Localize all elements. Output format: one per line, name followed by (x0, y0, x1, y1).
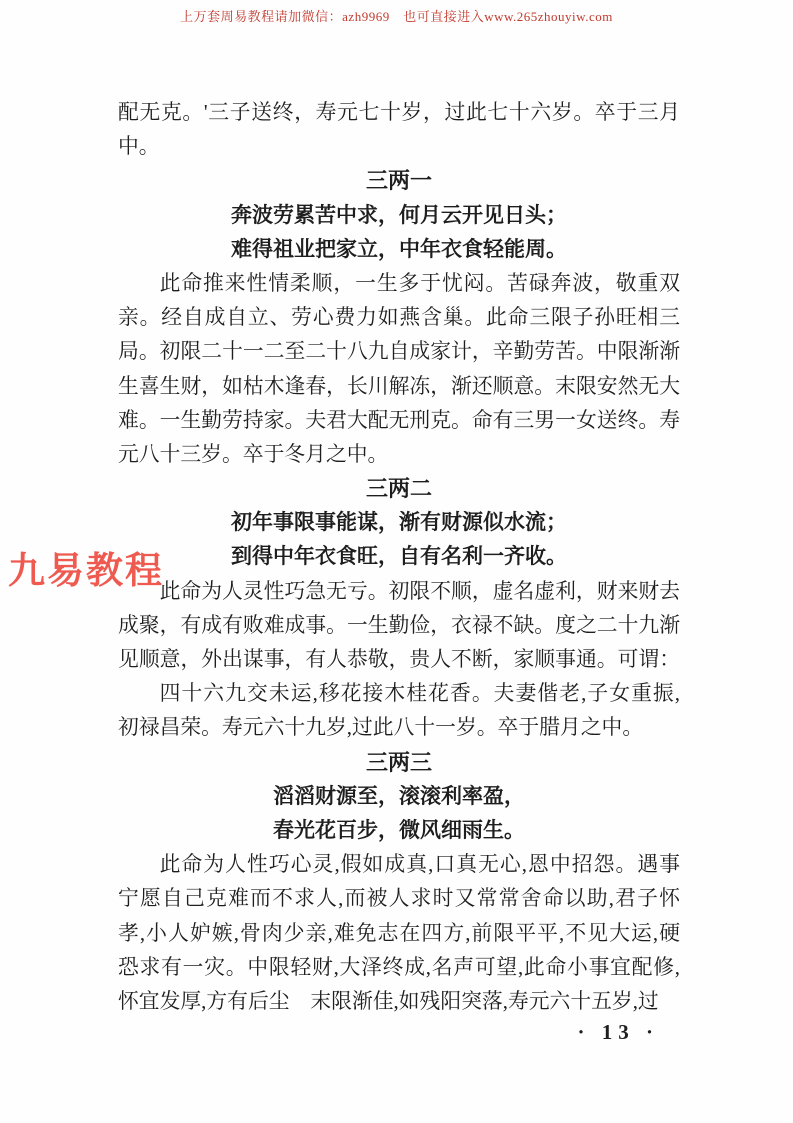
verse-line: 难得祖业把家立，中年衣食轻能周。 (231, 237, 567, 261)
body-text-line: 恐求有一灾。中限轻财,大泽终成,名声可望,此命小事宜配修, (118, 955, 680, 979)
body-text-line: 怀宜发厚,方有后尘 末限渐佳,如残阳突落,寿元六十五岁,过 (118, 989, 659, 1013)
body-text-line: 孝,小人妒嫉,骨肉少亲,难免志在四方,前限平平,不见大运,硬 (118, 921, 680, 945)
section-heading: 三两一 (365, 168, 432, 194)
body-text-line: 此命推来性情柔顺，一生多于忧闷。苦碌奔波，敬重双 (159, 271, 680, 295)
page-number: · 13 · (577, 1020, 659, 1044)
promo-header-text: 上万套周易教程请加微信：azh9969 也可直接进入www.265zhouyiw.com (180, 9, 613, 24)
body-text-line: 成聚，有成有败难成事。一生勤俭，衣禄不缺。度之二十九渐 (118, 613, 680, 637)
verse-line: 滔滔财源至，滚滚利率盈， (273, 784, 525, 808)
page-body (118, 96, 680, 1019)
body-text-line: 局。初限二十一二至二十八九自成家计，辛勤劳苦。中限渐渐 (118, 340, 680, 364)
verse-line: 春光花百步，微风细雨生。 (273, 818, 525, 842)
body-text-line: 难。一生勤劳持家。夫君大配无刑克。命有三男一女送终。寿 (118, 408, 680, 432)
body-text-line: 此命为人性巧心灵,假如成真,口真无心,恩中招怨。遇事 (159, 853, 680, 877)
verse-line: 初年事限事能谋，渐有财源似水流； (231, 511, 567, 535)
body-text-line: 中。 (118, 135, 160, 159)
body-text-line: 此命为人灵性巧急无亏。初限不顺，虚名虚利，财来财去 (159, 579, 680, 603)
body-text-line: 见顺意，外出谋事，有人恭敬，贵人不断，家顺事通。可谓： (118, 648, 680, 671)
section-heading: 三两二 (365, 476, 432, 502)
verse-line: 奔波劳累苦中求，何月云开见日头； (231, 203, 567, 227)
body-text-line: 宁愿自己克难而不求人,而被人求时又常常舍命以助,君子怀 (118, 887, 680, 911)
body-text-line: 配无克。'三子送终，寿元七十岁，过此七十六岁。卒于三月 (118, 101, 680, 124)
watermark-text: 九易教程 (8, 550, 164, 591)
body-text-line: 初禄昌荣。寿元六十九岁,过此八十一岁。卒于腊月之中。 (118, 716, 644, 740)
verse-line: 到得中年衣食旺，自有名利一齐收。 (231, 545, 567, 569)
body-text-line: 元八十三岁。卒于冬月之中。 (118, 442, 389, 466)
body-text-line: 四十六九交未运,移花接木桂花香。夫妻偕老,子女重振, (159, 682, 680, 706)
body-text-line: 亲。经自成自立、劳心费力如燕含巢。此命三限子孙旺相三 (118, 306, 680, 330)
section-heading: 三两三 (365, 749, 432, 775)
body-text-line: 生喜生财，如枯木逢春，长川解冻，渐还顺意。末限安然无大 (118, 374, 680, 398)
